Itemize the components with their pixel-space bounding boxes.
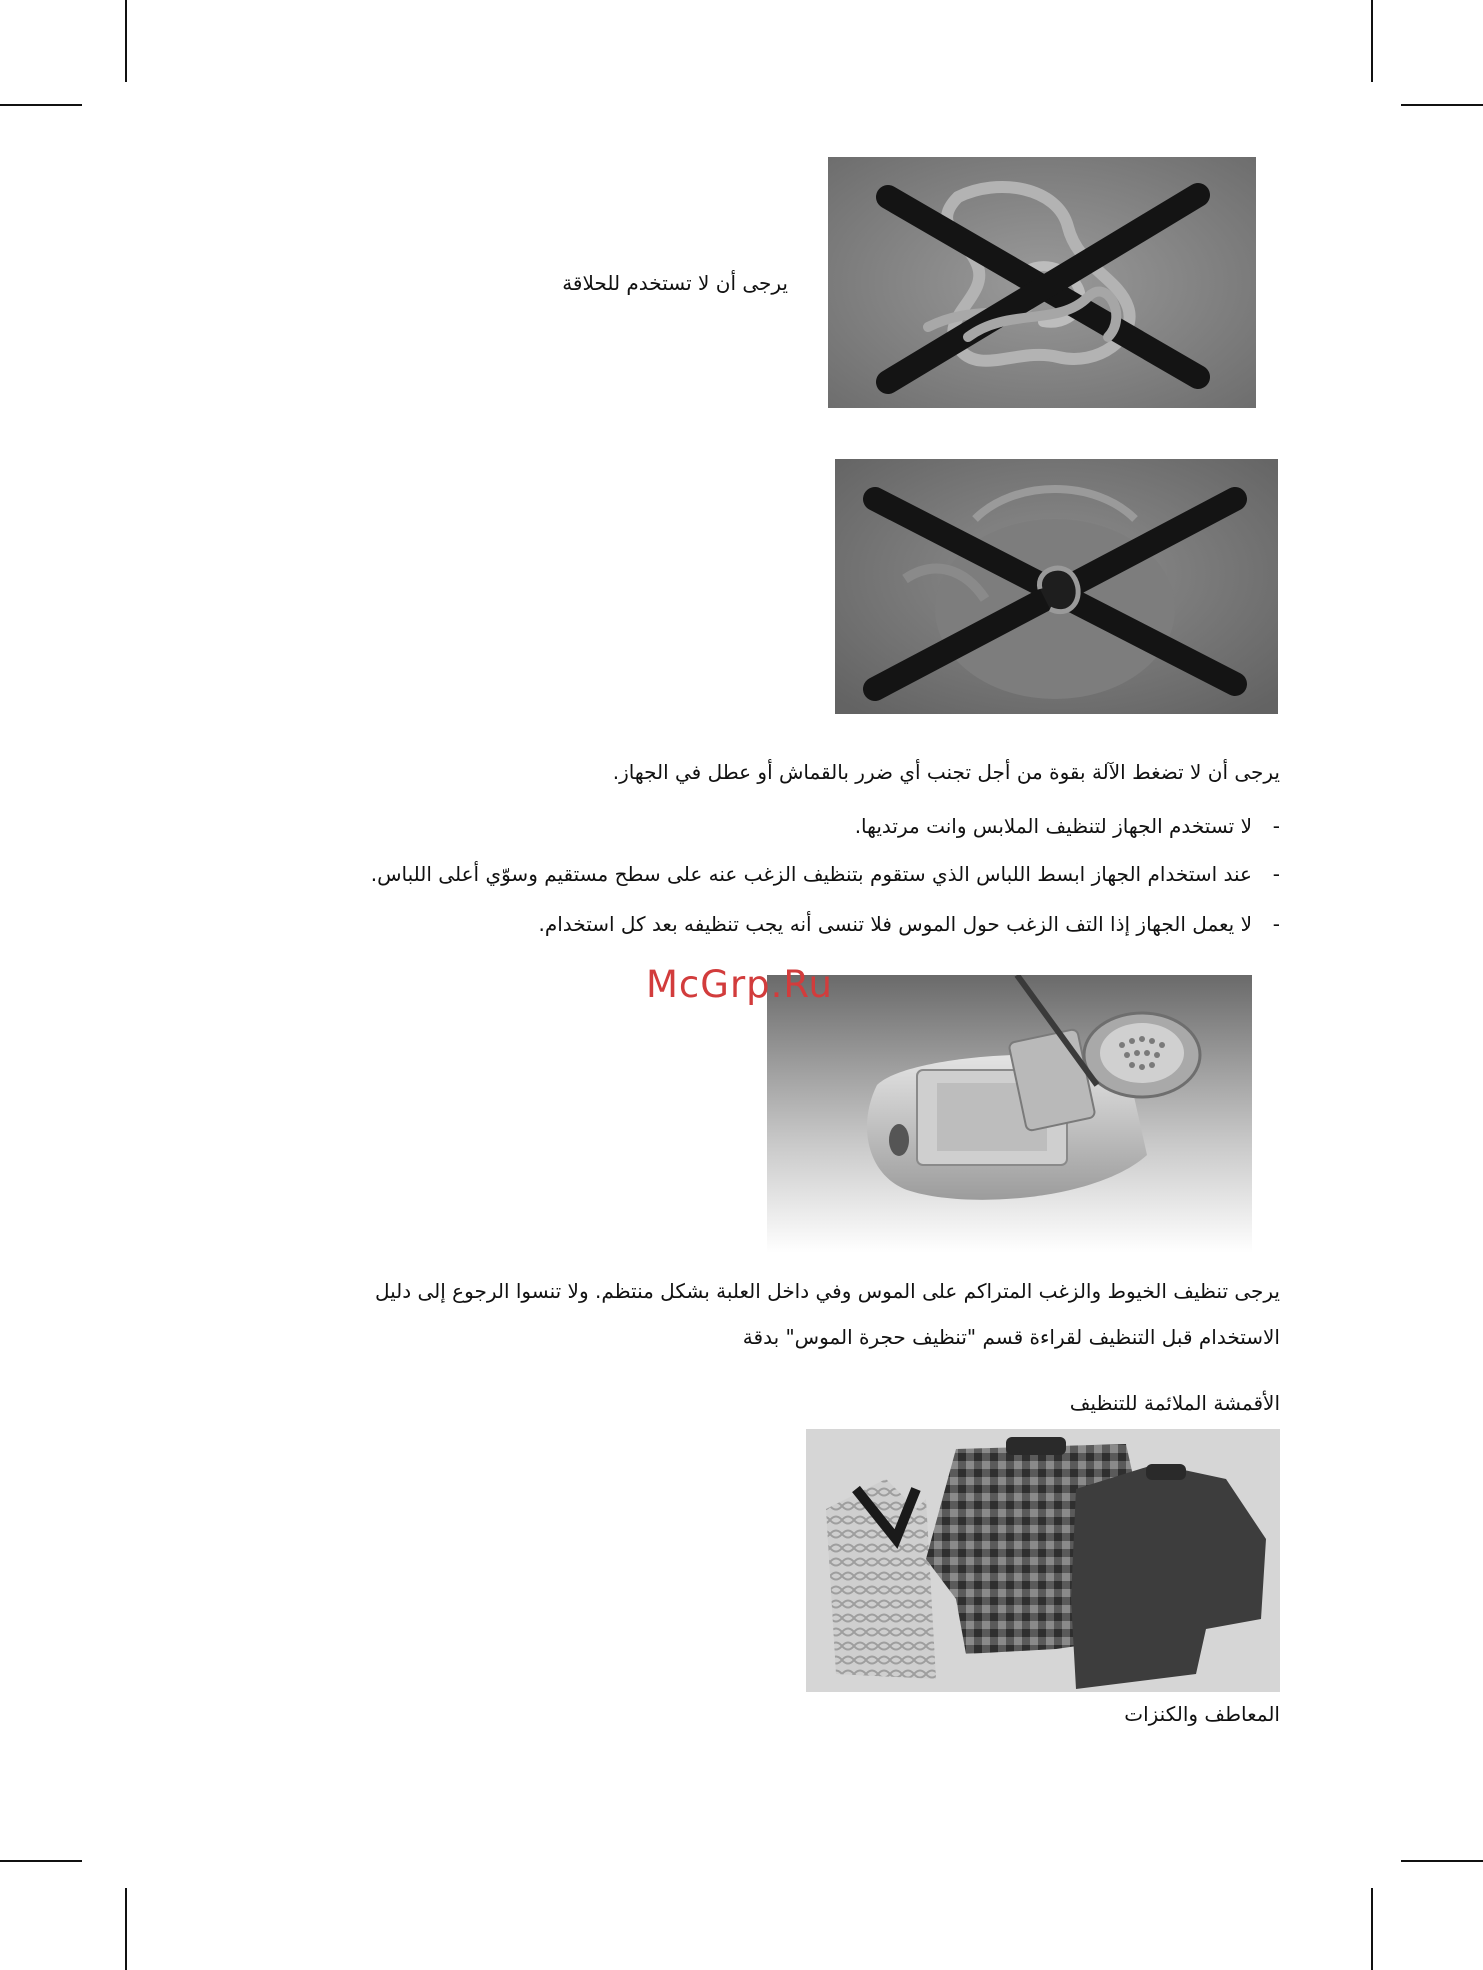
crop-mark	[125, 1888, 127, 1970]
bullet-text: لا يعمل الجهاز إذا التف الزغب حول الموس فلا تنسى أنه يجب تنظيفه بعد كل استخدام.	[538, 912, 1252, 936]
bullet-text: عند استخدام الجهاز ابسط اللباس الذي ستقوم بتنظيف الزغب عنه على سطح مستقيم وسوّي أعلى اللباس.	[370, 862, 1252, 886]
bullet-text: لا تستخدم الجهاز لتنظيف الملابس وانت مرتديها.	[854, 814, 1252, 838]
bullet-marker: -	[1272, 862, 1280, 886]
bullet-marker: -	[1272, 912, 1280, 936]
fabrics-heading: الأقمشة الملائمة للتنظيف	[1069, 1391, 1280, 1415]
bullet-marker: -	[1272, 814, 1280, 838]
crop-mark	[125, 0, 127, 82]
crop-mark	[0, 104, 82, 106]
lint-remover-device-image	[767, 975, 1252, 1253]
fabrics-caption: المعاطف والكنزات	[1124, 1702, 1280, 1726]
sweaters-image	[806, 1429, 1280, 1692]
cleaning-text-line2: الاستخدام قبل التنظيف لقراءة قسم "تنظيف حجرة الموس" بدقة	[742, 1325, 1280, 1349]
no-shaving-image	[828, 157, 1256, 408]
crop-mark	[1371, 0, 1373, 82]
cleaning-text-line1: يرجى تنظيف الخيوط والزغب المتراكم على الموس وفي داخل العلبة بشكل منتظم. ولا تنسوا الرجوع إلى دليل	[374, 1279, 1280, 1303]
bullet-item	[300, 912, 1280, 936]
crop-mark	[1401, 104, 1483, 106]
bullet-item	[300, 862, 1280, 886]
crop-mark	[1401, 1860, 1483, 1862]
no-shaving-caption: يرجى أن لا تستخدم للحلاقة	[562, 271, 788, 295]
no-pressing-text: يرجى أن لا تضغط الآلة بقوة من أجل تجنب أي ضرر بالقماش أو عطل في الجهاز.	[612, 760, 1280, 784]
crop-mark	[0, 1860, 82, 1862]
bullet-item	[300, 814, 1280, 838]
watermark: McGrp.Ru	[646, 963, 833, 1006]
no-pressing-image	[835, 459, 1278, 714]
crop-mark	[1371, 1888, 1373, 1970]
